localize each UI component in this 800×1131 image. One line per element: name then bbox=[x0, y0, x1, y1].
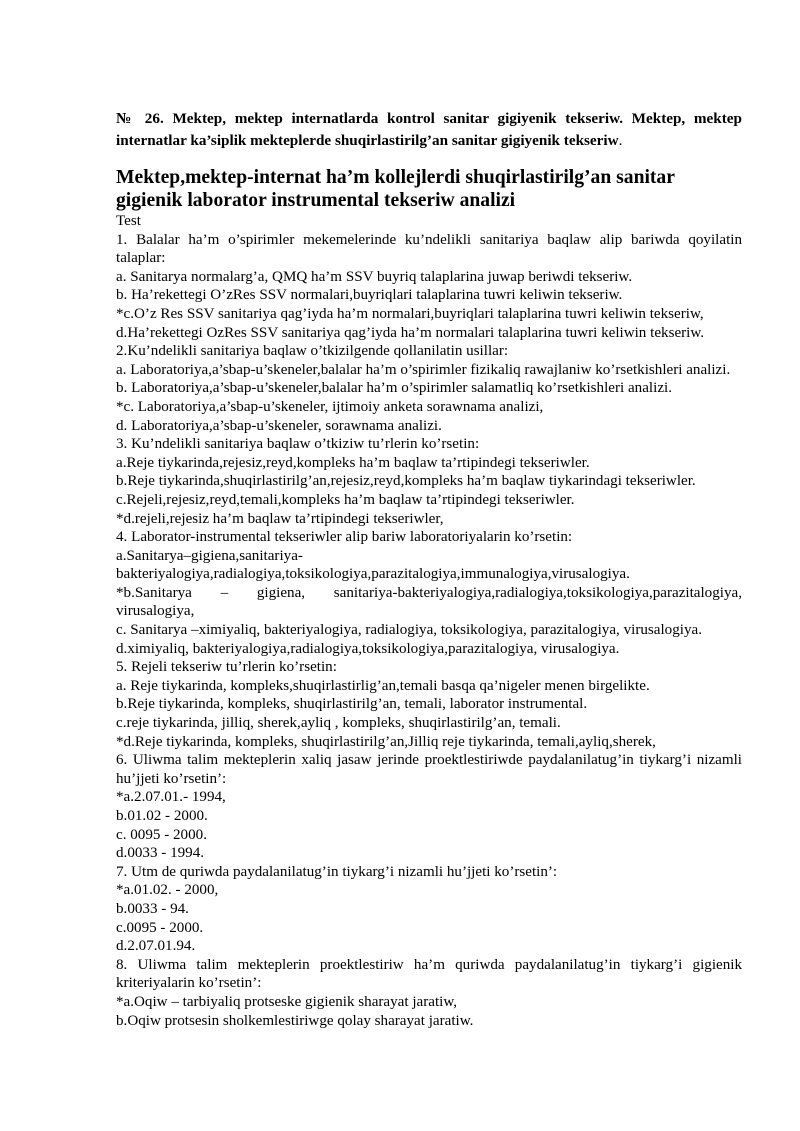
text-line: b.Oqiw protsesin sholkemlestiriwge qolay sharayat jaratiw. bbox=[116, 1012, 474, 1029]
text-line: b. Laboratoriya,a’sbap-u’skeneler,balalar ha’m o’spirimler salamatliq ko’rsetkishleri analizi. bbox=[116, 380, 672, 397]
text-line: *a.Oqiw – tarbiyaliq protseske gigienik sharayat jaratiw, bbox=[116, 993, 458, 1010]
text-line: c.reje tiykarinda, jilliq, sherek,ayliq , kompleks, shuqirlastirilg’an, temali. bbox=[116, 715, 561, 732]
text-line: a.Sanitarya–gigiena,sanitariya- bbox=[116, 547, 303, 564]
text-line: *b.Sanitarya – gigiena, sanitariya-bakteriyalogiya,radialogiya,toksikologiya,parazitalogiya, virusalogiya, bbox=[116, 584, 742, 620]
text-line: d.0033 - 1994. bbox=[116, 845, 205, 862]
text-line: 7. Utm de quriwda paydalanilatug’in tiykarg’i nizamli hu’jjeti ko’rsetin’: bbox=[116, 863, 558, 880]
text-line: 3. Ku’ndelikli sanitariya baqlaw o’tkiziw tu’rlerin ko’rsetin: bbox=[116, 436, 480, 453]
text-line: a.Reje tiykarinda,rejesiz,reyd,kompleks ha’m baqlaw ta’rtipindegi tekseriwler. bbox=[116, 454, 590, 471]
section-title-text: № 26. Mektep, mektep internatlarda kontrol sanitar gigiyenik tekseriw. Mektep, mektep internatlar ka’siplik mekteplerde shuqirlastirilg’an sanitar gigiyenik tekseriw bbox=[116, 110, 742, 149]
text-line: d. Laboratoriya,a’sbap-u’skeneler, sorawnama analizi. bbox=[116, 417, 442, 434]
text-line: b.01.02 - 2000. bbox=[116, 808, 208, 824]
text-line: *a.01.02. - 2000, bbox=[116, 882, 219, 899]
text-line: *d.Reje tiykarinda, kompleks, shuqirlastirilg’an,Jilliq reje tiykarinda, temali,ayliq,sherek, bbox=[116, 733, 656, 750]
text-line: 6. Uliwma talim mekteplerin xaliq jasaw jerinde proektlestiriwde paydalanilatug’in tiykarg’i nizamli hu’jjeti ko’rsetin’: bbox=[116, 752, 742, 787]
text-line: bakteriyalogiya,radialogiya,toksikologiya,parazitalogiya,immunalogiya,virusalogiya. bbox=[116, 566, 630, 583]
text-line: *c. Laboratoriya,a’sbap-u’skeneler, ijtimoiy anketa sorawnama analizi, bbox=[116, 398, 544, 415]
text-line: *d.rejeli,rejesiz ha’m baqlaw ta’rtipindegi tekseriwler, bbox=[116, 510, 444, 527]
text-line: a. Laboratoriya,a’sbap-u’skeneler,balalar ha’m o’spirimler fizikaliq rawajlaniw ko’rsetkishleri analizi. bbox=[116, 361, 731, 378]
text-line: c. 0095 - 2000. bbox=[116, 826, 207, 843]
text-line: d.Ha’rekettegi OzRes SSV sanitariya qag’iyda ha’m normalari talaplarina tuwri keliwin tekseriw. bbox=[116, 324, 705, 341]
text-line: d.2.07.01.94. bbox=[116, 938, 196, 955]
test-questions bbox=[116, 212, 742, 1030]
text-line: a. Sanitarya normalarg’a, QMQ ha’m SSV buyriq talaplarina juwap beriwdi tekseriw. bbox=[116, 268, 633, 285]
text-line: b. Ha’rekettegi O’zRes SSV normalari,buyriqlari talaplarina tuwri keliwin tekseriw. bbox=[116, 287, 623, 304]
text-line: b.Reje tiykarinda, kompleks, shuqirlastirilg’an, temali, laborator instrumental. bbox=[116, 696, 588, 713]
text-line: d.ximiyaliq, bakteriyalogiya,radialogiya,toksikologiya,parazitalogiya, virusalogiya. bbox=[116, 640, 620, 657]
section-title bbox=[116, 108, 742, 152]
text-line: *a.2.07.01.- 1994, bbox=[116, 789, 226, 806]
text-line: b.Reje tiykarinda,shuqirlastirilg’an,rejesiz,reyd,kompleks ha’m baqlaw tiykarindagi tekseriwler. bbox=[116, 473, 696, 490]
text-line: b.0033 - 94. bbox=[116, 900, 189, 917]
text-line: *c.O’z Res SSV sanitariya qag’iyda ha’m normalari,buyriqlari talaplarina tuwri keliwin tekseriw, bbox=[116, 305, 704, 322]
text-line: 8. Uliwma talim mekteplerin proektlestiriw ha’m quriwda paydalanilatug’in tiykarg’i gigienik kriteriyalarin ko’rsetin’: bbox=[116, 956, 742, 992]
text-line: c.Rejeli,rejesiz,reyd,temali,kompleks ha’m baqlaw ta’rtipindegi tekseriwler. bbox=[116, 491, 575, 508]
text-line: 4. Laborator-instrumental tekseriwler alip bariw laboratoriyalarin ko’rsetin: bbox=[116, 529, 573, 546]
text-line: 2.Ku’ndelikli sanitariya baqlaw o’tkizilgende qollanilatin usillar: bbox=[116, 343, 509, 360]
text-line: a. Reje tiykarinda, kompleks,shuqirlastirlig’an,temali basqa qa’nigeler menen birgelikte. bbox=[116, 677, 650, 694]
text-line: c. Sanitarya –ximiyaliq, bakteriyalogiya, radialogiya, toksikologiya, parazitalogiya, virusalogiya. bbox=[116, 622, 702, 639]
test-label: Test bbox=[116, 213, 141, 229]
text-line: c.0095 - 2000. bbox=[116, 919, 204, 936]
text-line: 1. Balalar ha’m o’spirimler mekemelerinde ku’ndelikli sanitariya baqlaw alip bariwda qoyilatin talaplar: bbox=[116, 231, 742, 267]
section-title-period: . bbox=[618, 132, 623, 149]
subsection-title: Mektep,mektep-internat ha’m kollejlerdi shuqirlastirilg’an sanitar gigienik laborator instrumental tekseriw analizi bbox=[116, 167, 675, 211]
text-line: 5. Rejeli tekseriw tu’rlerin ko’rsetin: bbox=[116, 659, 337, 676]
